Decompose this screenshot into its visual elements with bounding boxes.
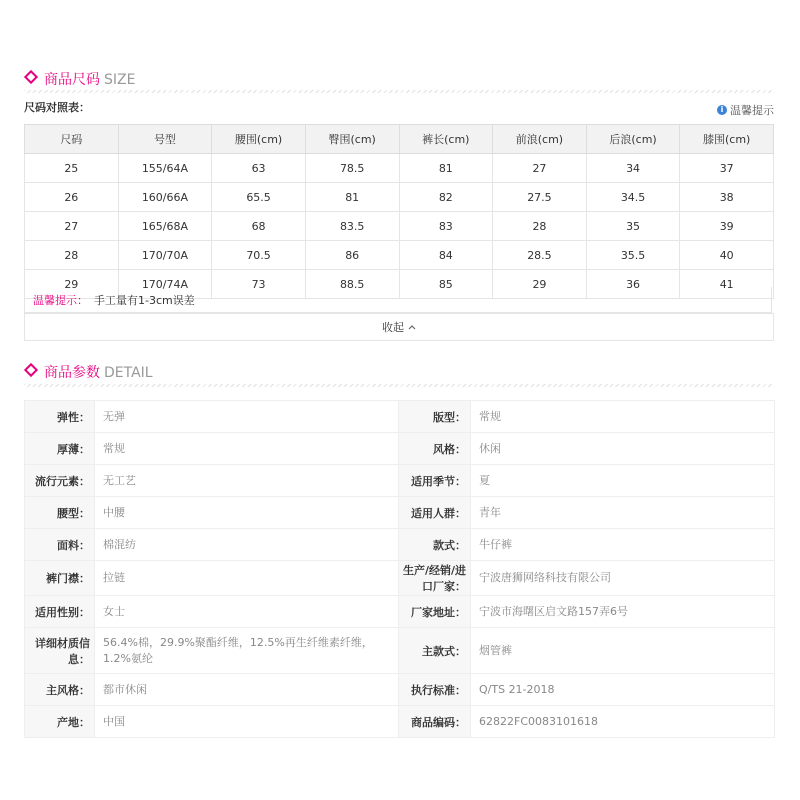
detail-key: 厂家地址： [399, 596, 471, 628]
cell: 88.5 [305, 270, 399, 299]
cell: 27 [25, 212, 119, 241]
detail-key: 裤门襟： [25, 561, 95, 596]
col-header: 后浪(cm) [586, 125, 680, 154]
detail-row [25, 497, 775, 529]
cell: 25 [25, 154, 119, 183]
detail-value: Q/TS 21-2018 [471, 674, 775, 706]
divider [24, 384, 774, 387]
diamond-icon [24, 70, 38, 84]
cell: 85 [399, 270, 493, 299]
detail-key: 款式： [399, 529, 471, 561]
size-table [24, 124, 774, 299]
detail-section-title [24, 357, 774, 383]
cell: 34 [586, 154, 680, 183]
col-header: 臀围(cm) [305, 125, 399, 154]
cell: 39 [680, 212, 774, 241]
cell: 29 [25, 270, 119, 299]
table-row [25, 183, 774, 212]
detail-key: 生产/经销/进口厂家： [399, 561, 471, 596]
cell: 70.5 [212, 241, 306, 270]
detail-key: 腰型： [25, 497, 95, 529]
cell: 170/70A [118, 241, 212, 270]
detail-table [24, 400, 775, 738]
detail-value: 宁波唐狮网络科技有限公司 [471, 561, 775, 596]
detail-row [25, 674, 775, 706]
cell: 86 [305, 241, 399, 270]
detail-title-cn: 商品参数 [44, 365, 100, 381]
detail-value: 青年 [471, 497, 775, 529]
cell: 65.5 [212, 183, 306, 212]
detail-value: 牛仔裤 [471, 529, 775, 561]
cell: 28 [493, 212, 587, 241]
col-header: 尺码 [25, 125, 119, 154]
cell: 81 [305, 183, 399, 212]
col-header: 裤长(cm) [399, 125, 493, 154]
divider [24, 90, 774, 93]
cell: 155/64A [118, 154, 212, 183]
collapse-label: 收起 [382, 321, 404, 334]
detail-value: 夏 [471, 465, 775, 497]
detail-row [25, 433, 775, 465]
detail-key: 厚薄： [25, 433, 95, 465]
detail-row [25, 465, 775, 497]
detail-row [25, 628, 775, 674]
cell: 165/68A [118, 212, 212, 241]
size-title-en: SIZE [104, 72, 136, 88]
cell: 68 [212, 212, 306, 241]
detail-key: 弹性： [25, 401, 95, 433]
cell: 29 [493, 270, 587, 299]
cell: 37 [680, 154, 774, 183]
detail-key: 执行标准： [399, 674, 471, 706]
detail-value: 休闲 [471, 433, 775, 465]
collapse-button[interactable] [24, 313, 774, 341]
detail-value: 中腰 [95, 497, 399, 529]
cell: 28.5 [493, 241, 587, 270]
cell: 34.5 [586, 183, 680, 212]
detail-key: 风格： [399, 433, 471, 465]
detail-value: 宁波市海曙区启文路157弄6号 [471, 596, 775, 628]
cell: 82 [399, 183, 493, 212]
cell: 27 [493, 154, 587, 183]
detail-key: 产地： [25, 706, 95, 738]
col-header: 膝围(cm) [680, 125, 774, 154]
detail-key: 适用季节： [399, 465, 471, 497]
table-row [25, 154, 774, 183]
cell: 38 [680, 183, 774, 212]
tip-note [24, 287, 772, 313]
detail-value: 62822FC0083101618 [471, 706, 775, 738]
detail-key: 面料： [25, 529, 95, 561]
detail-value: 都市休闲 [95, 674, 399, 706]
detail-value: 无弹 [95, 401, 399, 433]
cell: 73 [212, 270, 306, 299]
info-icon: i [717, 105, 727, 115]
detail-row [25, 529, 775, 561]
table-row [25, 212, 774, 241]
tip-note-text: 手工量有1-3cm误差 [94, 293, 195, 307]
detail-key: 适用性别： [25, 596, 95, 628]
detail-key: 版型： [399, 401, 471, 433]
detail-row [25, 596, 775, 628]
detail-value: 无工艺 [95, 465, 399, 497]
detail-value: 常规 [95, 433, 399, 465]
chevron-up-icon [408, 324, 416, 330]
detail-key: 主款式： [399, 628, 471, 674]
detail-row [25, 561, 775, 596]
detail-value: 常规 [471, 401, 775, 433]
diamond-icon [24, 363, 38, 377]
size-table-header [25, 125, 774, 154]
cell: 41 [680, 270, 774, 299]
tip-link-label: 温馨提示 [730, 104, 774, 117]
size-title-cn: 商品尺码 [44, 72, 100, 88]
cell: 83.5 [305, 212, 399, 241]
cell: 84 [399, 241, 493, 270]
detail-key: 主风格： [25, 674, 95, 706]
detail-title-en: DETAIL [104, 365, 153, 381]
col-header: 号型 [118, 125, 212, 154]
detail-key: 商品编码： [399, 706, 471, 738]
cell: 35.5 [586, 241, 680, 270]
detail-value: 拉链 [95, 561, 399, 596]
cell: 27.5 [493, 183, 587, 212]
cell: 170/74A [118, 270, 212, 299]
detail-value: 烟管裤 [471, 628, 775, 674]
cell: 26 [25, 183, 119, 212]
cell: 28 [25, 241, 119, 270]
detail-key: 适用人群： [399, 497, 471, 529]
col-header: 腰围(cm) [212, 125, 306, 154]
cell: 78.5 [305, 154, 399, 183]
col-header: 前浪(cm) [493, 125, 587, 154]
cell: 40 [680, 241, 774, 270]
detail-value: 棉混纺 [95, 529, 399, 561]
tip-link[interactable] [717, 102, 774, 118]
detail-value: 女士 [95, 596, 399, 628]
detail-key: 详细材质信息： [25, 628, 95, 674]
size-section-title [24, 64, 774, 90]
detail-value: 56.4%棉，29.9%聚酯纤维，12.5%再生纤维素纤维，1.2%氨纶 [95, 628, 399, 674]
cell: 83 [399, 212, 493, 241]
table-row [25, 241, 774, 270]
cell: 36 [586, 270, 680, 299]
detail-value: 中国 [95, 706, 399, 738]
tip-note-label: 温馨提示： [33, 293, 88, 307]
size-table-label: 尺码对照表： [24, 101, 90, 114]
cell: 160/66A [118, 183, 212, 212]
detail-row [25, 706, 775, 738]
detail-key: 流行元素： [25, 465, 95, 497]
cell: 63 [212, 154, 306, 183]
cell: 81 [399, 154, 493, 183]
detail-row [25, 401, 775, 433]
cell: 35 [586, 212, 680, 241]
